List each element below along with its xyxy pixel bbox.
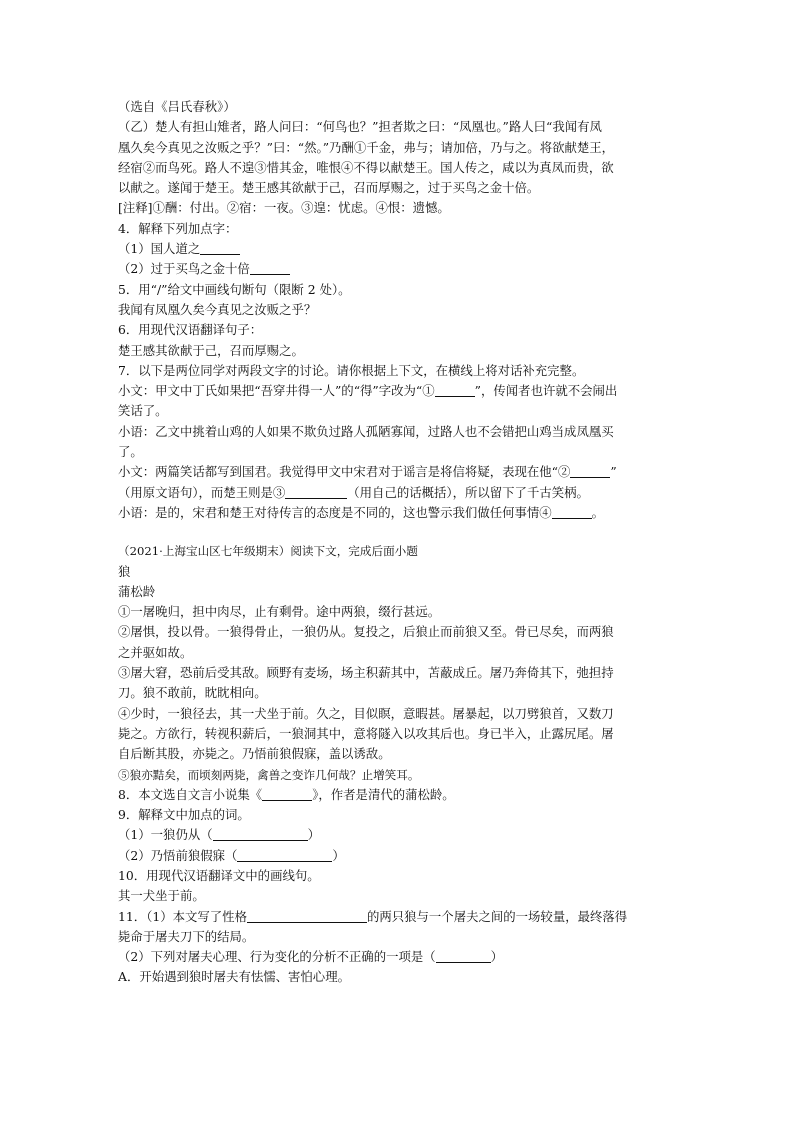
question-11: 毙命于屠夫刀下的结局。: [118, 928, 255, 944]
passage-b-line: 凰久矣今真见之汝贩之乎？”曰：“然。”乃酬①千金，弗与；请加倍，乃与之。将欲献楚王，: [118, 139, 615, 155]
paragraph-3: ③屠大窘，恐前后受其敌。顾野有麦场，场主积薪其中，苫蔽成丘。屠乃奔倚其下，弛担持: [118, 665, 614, 681]
item-text: （1）一狼仍从（: [118, 827, 213, 843]
question-9-item-1: [118, 825, 680, 845]
option-a: A．开始遇到狼时屠夫有怯懦、害怕心理。: [118, 969, 350, 985]
question-text: 的两只狼与一个屠夫之间的一场较量，最终落得: [366, 908, 628, 924]
question-9: 9．解释文中加点的词。: [118, 807, 250, 823]
dialogue-line: [118, 381, 680, 401]
passage-b-line: 经宿②而鸟死。路人不遑③惜其金，唯恨④不得以献楚王。国人传之，咸以为真凤而贵，欲: [118, 159, 614, 175]
dialogue-line: [118, 503, 680, 523]
paragraph-5: ⑤狼亦黠矣，而顷刻两毙，禽兽之变诈几何哉？止增笑耳。: [118, 767, 420, 782]
question-10-sentence: 其一犬坐于前。: [118, 888, 205, 904]
text-title: 狼: [118, 563, 131, 579]
question-6: 6．用现代汉语翻译句子：: [118, 322, 263, 338]
dialogue-text: 小文：甲文中丁氏如果把“吾穿井得一人”的“得”字改为“①: [118, 383, 435, 399]
question-10: 10．用现代汉语翻译文中的画线句。: [118, 867, 320, 883]
document-page: [118, 97, 680, 988]
answer-blank[interactable]: [213, 826, 308, 841]
dialogue-text: ”，传闻者也许就不会闹出: [474, 383, 618, 399]
dialogue-text: 。: [591, 504, 605, 520]
item-text: （2）乃悟前狼假寐（: [118, 847, 238, 863]
dialogue-line: 了。: [118, 444, 143, 460]
paragraph-1: ①一屠晚归，担中肉尽，止有剩骨。途中两狼，缀行甚远。: [118, 604, 441, 620]
item-text: ）: [307, 827, 321, 843]
dialogue-text: 小语：是的，宋君和楚王对待传言的态度是不同的，这也警示我们做任何事情④: [118, 504, 552, 520]
question-5: 5．用“/”给文中画线句断句（限断 2 处）。: [118, 281, 351, 297]
paragraph-2: ②屠惧，投以骨。一狼得骨止，一狼仍从。复投之，后狼止而前狼又至。骨已尽矣，而两狼: [118, 624, 614, 640]
question-11: [118, 907, 680, 927]
passage-b-line: （乙）楚人有担山雉者，路人问曰：“何鸟也？”担者欺之曰：“凤凰也。”路人曰“我闻有凤: [118, 119, 602, 135]
answer-blank[interactable]: [262, 786, 312, 801]
item-text: ）: [332, 847, 345, 863]
answer-blank[interactable]: [237, 847, 332, 862]
dialogue-text: ”: [610, 464, 617, 480]
question-4-item-2: [118, 259, 680, 279]
answer-blank[interactable]: [436, 948, 491, 963]
answer-blank[interactable]: [285, 484, 347, 499]
answer-blank[interactable]: [200, 240, 240, 255]
dialogue-line: 笑话了。: [118, 403, 168, 419]
answer-blank[interactable]: [250, 260, 290, 275]
paragraph-4: 自后断其股，亦毙之。乃悟前狼假寐，盖以诱敌。: [118, 746, 391, 762]
question-6-sentence: 楚王感其欲献于己，召而厚赐之。: [118, 342, 304, 358]
text-author: 蒲松龄: [118, 583, 156, 599]
annotation-line: [注释]①酬：付出。②宿：一夜。③遑：忧虑。④恨：遗憾。: [118, 200, 450, 216]
answer-blank[interactable]: [552, 504, 592, 519]
paragraph-4: 毙之。方欲行，转视积薪后，一狼洞其中，意将隧入以攻其后也。身已半入，止露尻尾。屠: [118, 725, 614, 741]
answer-blank[interactable]: [570, 463, 610, 478]
dialogue-line: 小语：乙文中挑着山鸡的人如果不欺负过路人孤陋寡闻，过路人也不会错把山鸡当成凤凰买: [118, 423, 614, 439]
dialogue-text: （用自己的话概括），所以留下了千古笑柄。: [347, 484, 589, 500]
question-text: ）: [490, 949, 504, 965]
dialogue-line: [118, 483, 680, 503]
paragraph-4: ④少时，一狼径去，其一犬坐于前。久之，目似瞑，意暇甚。屠暴起，以刀劈狼首，又数刀: [118, 705, 614, 721]
dialogue-text: 小文：两篇笑话都写到国君。我觉得甲文中宋君对于谣言是将信将疑，表现在他“②: [118, 464, 571, 480]
question-4: 4．解释下列加点字：: [118, 220, 238, 236]
question-4-item-1: [118, 239, 680, 259]
question-7: 7．以下是两位同学对两段文字的讨论。请你根据上下文，在横线上将对话补充完整。: [118, 362, 585, 378]
question-11-part-2: [118, 947, 680, 967]
answer-blank[interactable]: [247, 908, 367, 923]
dialogue-line: [118, 462, 680, 482]
question-text: 11．（1）本文写了性格: [118, 908, 247, 924]
question-text: 8．本文选自文言小说集《: [118, 786, 263, 802]
paragraph-3: 刀。狼不敢前，眈眈相向。: [118, 685, 267, 701]
dialogue-text: （用原文语句），而楚王则是③: [118, 484, 286, 500]
paragraph-2: 之并驱如故。: [118, 644, 193, 660]
question-9-item-2: [118, 846, 680, 866]
passage-b-line: 以献之。遂闻于楚王。楚王感其欲献于己，召而厚赐之，过于买鸟之金十倍。: [118, 180, 540, 196]
section-heading: （2021·上海宝山区七年级期末）阅读下文，完成后面小题: [118, 544, 418, 559]
question-text: 》，作者是清代的蒲松龄。: [312, 786, 455, 802]
answer-blank[interactable]: [435, 382, 475, 397]
question-8: [118, 785, 680, 805]
question-text: （2）下列对屠夫心理、行为变化的分析不正确的一项是（: [118, 949, 436, 965]
question-5-sentence: 我闻有凤凰久矣今真见之汝贩之乎？: [118, 301, 317, 317]
spacer: [118, 523, 680, 541]
source-note: （选自《吕氏春秋》）: [118, 99, 236, 114]
item-text: （2）过于买鸟之金十倍: [118, 261, 250, 277]
item-text: （1）国人道之: [118, 241, 201, 257]
